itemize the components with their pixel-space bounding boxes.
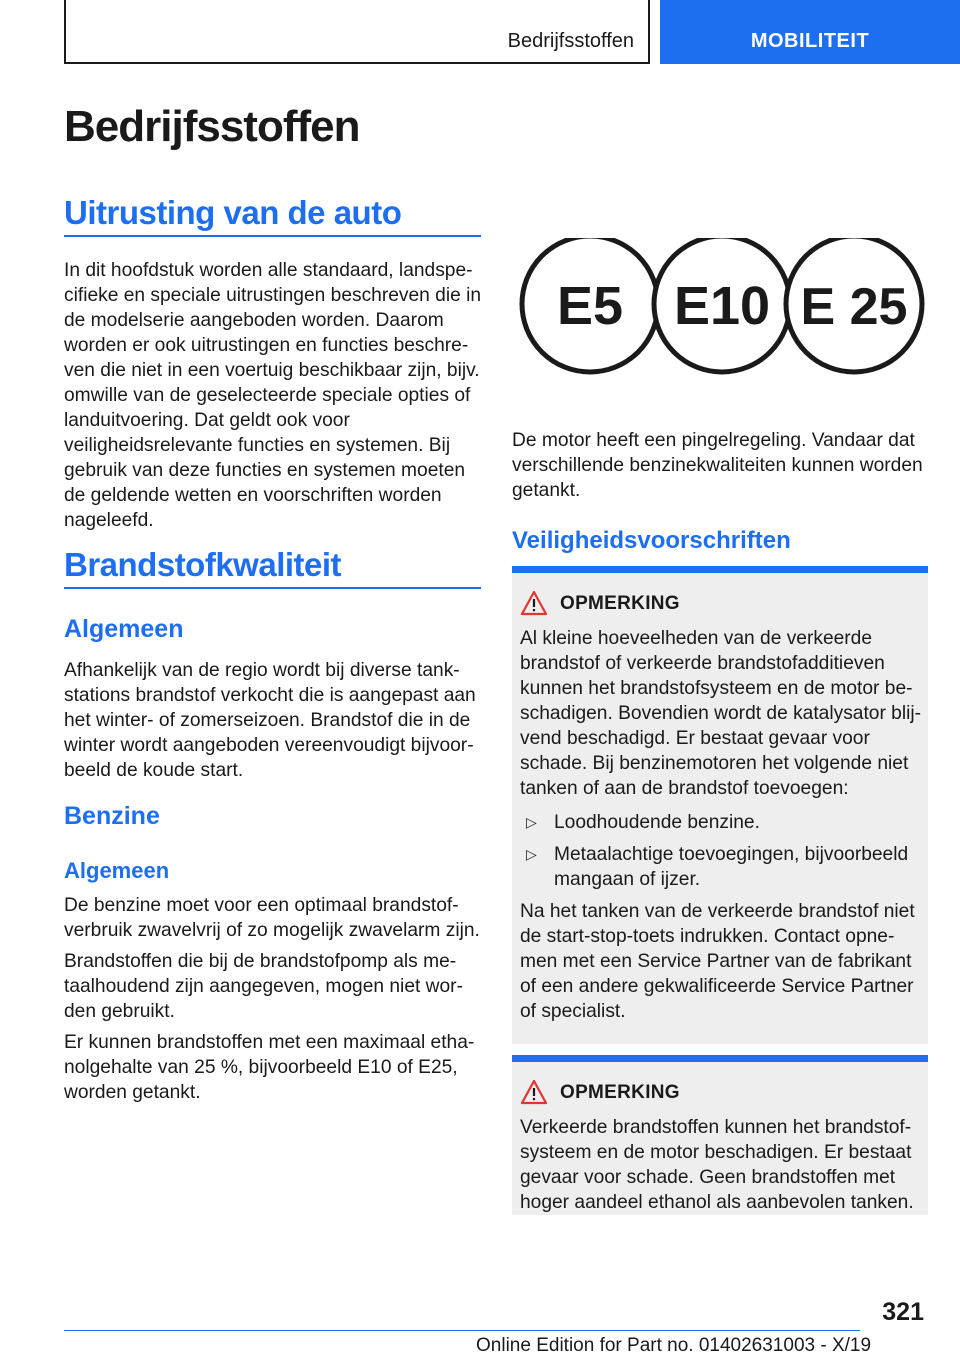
fuel-label-e5-text: E5 — [556, 276, 624, 336]
footer-edition: Online Edition for Part no. 01402631003 - X/19 — [476, 1335, 872, 1356]
notice-box-2-label: OPMERKING — [560, 1082, 680, 1103]
fuel-label-e25-text: E 25 — [800, 278, 908, 336]
fuel-quality-heading-rule — [64, 587, 481, 589]
petrol-heading: Benzine — [64, 802, 160, 830]
equipment-heading-rule — [64, 235, 481, 237]
warning-icon — [520, 1079, 548, 1105]
general-text: Afhankelijk van de regio wordt bij diverse tankstations brandstof verkocht die is aangepast aan het winter- of zomerseizoen. Brandstof die in de winter wordt aangeboden vereenvoudigt bijvoorbeeld de koude start. — [64, 660, 476, 781]
notice-box-1-bar — [512, 566, 928, 573]
petrol-paragraph-1: De benzine moet voor een optimaal brandstofverbruik zwavelvrij of zo mogelijk zwavelarm zijn. — [64, 895, 480, 941]
notice-box-2 — [512, 1055, 928, 1215]
equipment-heading: Uitrusting van de auto — [64, 194, 402, 231]
bullet-triangle-icon: ▷ — [526, 814, 537, 830]
equipment-text: In dit hoofdstuk worden alle standaard, landspecifieke en speciale uitrustingen beschreven die in de modelserie aangeboden worden. Daarom worden er ook uitrustingen en functies beschreven die niet in een voertuig beschikbaar zijn, bijv. omwille van de geselecteerde speciale opties of landuitvoering. Dat geldt ook voor veiligheidsrelevante functies en systemen. Bij gebruik van deze functies en systemen moeten de geldende wetten en voorschriften worden nageleefd. — [64, 260, 482, 531]
petrol-paragraph-3: Er kunnen brandstoffen met een maximaal ethanolgehalte van 25 %, bijvoorbeeld E10 of E25, worden getankt. — [64, 1032, 475, 1103]
notice-box-1 — [512, 566, 928, 1044]
page-title: Bedrijfsstoffen — [64, 102, 360, 151]
notice-box-1-bullet-2-text: Metaalachtige toevoegingen, bijvoorbeeld mangaan of ijzer. — [554, 844, 909, 890]
safety-heading: Veiligheidsvoorschriften — [512, 527, 791, 554]
warning-icon — [520, 590, 548, 616]
fuel-quality-heading: Brandstofkwaliteit — [64, 546, 342, 583]
header-section-box — [64, 0, 650, 64]
notice-box-1-bullet-1-text: Loodhoudende benzine. — [554, 812, 760, 833]
header-chapter-tab[interactable] — [660, 0, 960, 64]
fuel-label-e10-text: E10 — [673, 276, 771, 336]
notice-box-1-label: OPMERKING — [560, 593, 680, 614]
page-number: 321 — [882, 1298, 924, 1326]
fuel-label-e10 — [654, 238, 790, 372]
header-section-title: Bedrijfsstoffen — [507, 30, 634, 52]
notice-box-2-text: Verkeerde brandstoffen kunnen het brandstofsysteem en de motor beschadigen. Er bestaat gevaar voor schade. Geen brandstoffen met hoger aandeel ethanol als aanbevolen tanken. — [520, 1117, 914, 1213]
header-chapter-title: MOBILITEIT — [750, 30, 870, 52]
notice-box-1-intro: Al kleine hoeveelheden van de verkeerde brandstof of verkeerde brandstofadditieven kunnen het brandstofsysteem en de motor beschadigen. Bovendien wordt de katalysator blijvend beschadigd. Er bestaat gevaar voor schade. Bij benzinemotoren het volgende niet tanken of aan de brandstof toevoegen: — [520, 628, 922, 799]
fuel-label-e25 — [786, 238, 922, 372]
general-heading: Algemeen — [64, 615, 184, 643]
notice-box-1-outro: Na het tanken van de verkeerde brandstof niet de start-stop-toets indrukken. Contact opnemen met een Service Partner van de fabrikant of een andere gekwalificeerde Service Partner of specialist. — [520, 901, 915, 1022]
knock-control-text: De motor heeft een pingelregeling. Vandaar dat verschillende benzinekwaliteiten kunnen worden getankt. — [512, 430, 923, 501]
footer-rule — [64, 1330, 860, 1331]
petrol-general-heading: Algemeen — [64, 858, 170, 883]
bullet-triangle-icon: ▷ — [526, 846, 537, 862]
fuel-labels-graphic — [512, 238, 928, 396]
petrol-paragraph-2: Brandstoffen die bij de brandstofpomp als metaalhoudend zijn aangegeven, mogen niet worden gebruikt. — [64, 951, 463, 1022]
notice-box-2-bar — [512, 1055, 928, 1062]
fuel-label-e5 — [522, 238, 658, 372]
